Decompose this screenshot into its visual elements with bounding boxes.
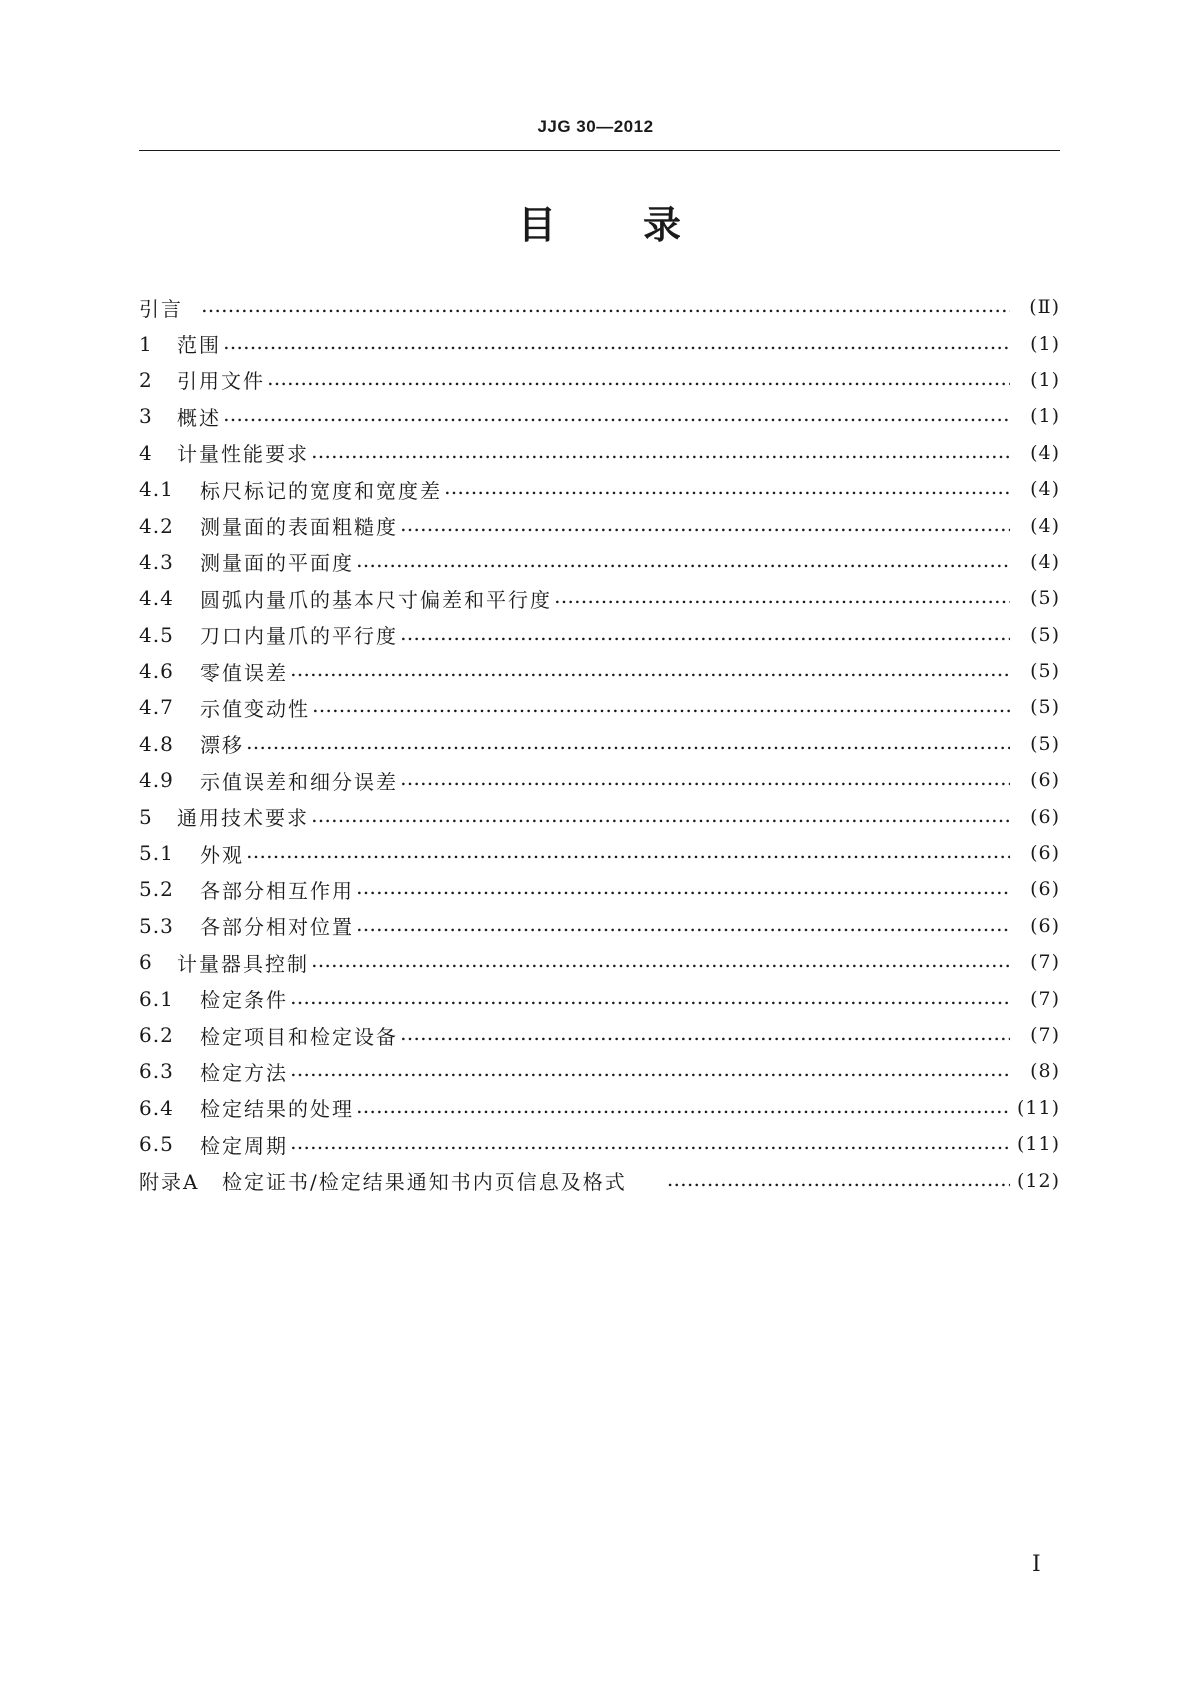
toc-entry-title: 检定周期 (200, 1133, 288, 1158)
toc-entry-title: 检定证书/检定结果通知书内页信息及格式 (222, 1170, 627, 1195)
toc-entry-title: 检定结果的处理 (200, 1097, 354, 1122)
toc-entry[interactable] (139, 908, 1060, 944)
toc-leader-dots (356, 879, 1010, 899)
toc-leader-dots (311, 952, 1010, 972)
toc-entry[interactable] (139, 762, 1060, 798)
toc-entry[interactable] (139, 1162, 1060, 1198)
toc-leader-dots (356, 916, 1010, 936)
toc-entry-number: 5.2 (139, 877, 174, 902)
toc-leader-dots (400, 516, 1010, 536)
toc-entry-page: (5) (1030, 660, 1060, 683)
toc-entry[interactable] (139, 471, 1060, 507)
toc-leader-dots (267, 370, 1010, 390)
toc-entry-number: 4.5 (139, 622, 174, 647)
toc-entry-page: (6) (1030, 769, 1060, 792)
toc-entry-number: 4.9 (139, 768, 174, 793)
toc-entry[interactable] (139, 1017, 1060, 1053)
toc-entry[interactable] (139, 435, 1060, 471)
toc-entry-number: 5 (139, 804, 154, 829)
toc-entry[interactable] (139, 1053, 1060, 1089)
toc-leader-dots (311, 443, 1010, 463)
toc-entry[interactable] (139, 1126, 1060, 1162)
table-of-contents (139, 289, 1060, 1199)
toc-entry[interactable] (139, 398, 1060, 434)
toc-leader-dots (290, 1134, 1010, 1154)
toc-entry-page: (6) (1030, 842, 1060, 865)
toc-leader-dots (201, 297, 1010, 317)
toc-entry-title: 测量面的平面度 (200, 551, 354, 576)
toc-entry-page: (12) (1016, 1169, 1060, 1192)
header-rule (139, 150, 1060, 151)
toc-entry-number: 4.6 (139, 659, 174, 684)
toc-entry-page: (Ⅱ) (1029, 296, 1060, 319)
toc-entry-title: 引用文件 (177, 369, 265, 394)
toc-entry-number: 4 (139, 440, 154, 465)
toc-entry-number: 6 (139, 950, 154, 975)
toc-entry[interactable] (139, 362, 1060, 398)
toc-entry-number: 3 (139, 404, 154, 429)
toc-entry-title: 零值误差 (200, 660, 288, 685)
toc-entry-page: (5) (1030, 623, 1060, 646)
toc-leader-dots (356, 1098, 1010, 1118)
toc-entry-title: 概述 (177, 405, 221, 430)
toc-entry-page: (6) (1030, 914, 1060, 937)
toc-leader-dots (246, 843, 1010, 863)
toc-entry-title: 检定项目和检定设备 (200, 1024, 398, 1049)
toc-leader-dots (290, 661, 1010, 681)
toc-entry[interactable] (139, 871, 1060, 907)
toc-entry-title: 各部分相对位置 (200, 915, 354, 940)
toc-entry-title: 圆弧内量爪的基本尺寸偏差和平行度 (200, 587, 552, 612)
toc-entry[interactable] (139, 653, 1060, 689)
toc-leader-dots (246, 734, 1010, 754)
toc-entry-page: (8) (1030, 1060, 1060, 1083)
toc-leader-dots (290, 1061, 1010, 1081)
toc-leader-dots (312, 697, 1010, 717)
toc-entry-title: 检定条件 (200, 988, 288, 1013)
toc-entry[interactable] (139, 835, 1060, 871)
toc-entry-page: (11) (1016, 1133, 1060, 1156)
toc-entry[interactable] (139, 798, 1060, 834)
toc-entry-title: 漂移 (200, 733, 244, 758)
toc-leader-dots (223, 334, 1010, 354)
toc-entry-page: (7) (1030, 951, 1060, 974)
toc-entry-title: 计量器具控制 (177, 951, 309, 976)
toc-leader-dots (400, 770, 1010, 790)
toc-entry-number: 4.3 (139, 549, 174, 574)
title-char-2: 录 (643, 203, 682, 247)
toc-entry-number: 6.2 (139, 1023, 174, 1047)
toc-entry-number: 4.1 (139, 477, 174, 502)
toc-entry-page: (1) (1030, 368, 1060, 391)
toc-entry-number: 6.1 (139, 986, 174, 1011)
toc-entry-page: (4) (1030, 514, 1060, 537)
toc-entry-page: (6) (1030, 878, 1060, 901)
toc-entry-number: 5.3 (139, 913, 174, 938)
toc-entry-title: 示值变动性 (200, 696, 310, 721)
toc-entry-title: 引言 (139, 296, 183, 321)
toc-entry[interactable] (139, 289, 1060, 325)
toc-entry[interactable] (139, 544, 1060, 580)
toc-entry[interactable] (139, 944, 1060, 980)
toc-leader-dots (554, 588, 1010, 608)
toc-entry-page: (5) (1030, 732, 1060, 755)
toc-entry-page: (5) (1030, 696, 1060, 719)
toc-entry-number: 4.2 (139, 513, 174, 538)
toc-entry-number: 6.3 (139, 1059, 174, 1084)
toc-entry[interactable] (139, 980, 1060, 1016)
toc-entry-title: 外观 (200, 842, 244, 867)
toc-entry[interactable] (139, 580, 1060, 616)
toc-leader-dots (667, 1171, 1010, 1191)
toc-entry-page: (4) (1030, 478, 1060, 501)
title-char-1: 目 (518, 203, 557, 247)
toc-entry[interactable] (139, 726, 1060, 762)
toc-entry-page: (4) (1030, 441, 1060, 464)
toc-entry-number: 1 (139, 331, 154, 356)
toc-entry[interactable] (139, 689, 1060, 725)
toc-entry-number: 6.5 (139, 1132, 174, 1157)
toc-entry-page: (6) (1030, 805, 1060, 828)
toc-entry[interactable] (139, 507, 1060, 543)
toc-entry-number: 4.4 (139, 586, 174, 611)
toc-entry-page: (1) (1030, 405, 1060, 428)
toc-entry-title: 检定方法 (200, 1060, 288, 1085)
toc-leader-dots (400, 1025, 1010, 1045)
toc-entry-number: 附录A (139, 1170, 200, 1195)
toc-entry-title: 示值误差和细分误差 (200, 769, 398, 794)
toc-entry-number: 5.1 (139, 841, 174, 866)
toc-entry-number: 2 (139, 367, 154, 392)
document-code-header: JJG 30—2012 (537, 117, 654, 136)
toc-entry-number: 4.8 (139, 731, 174, 756)
toc-leader-dots (444, 479, 1010, 499)
toc-leader-dots (356, 552, 1010, 572)
toc-entry-page: (7) (1030, 1024, 1060, 1046)
toc-entry-page: (7) (1030, 987, 1060, 1010)
toc-entry-title: 范围 (177, 333, 221, 358)
toc-entry-page: (1) (1030, 332, 1060, 355)
toc-entry-number: 6.4 (139, 1095, 174, 1120)
toc-entry[interactable] (139, 325, 1060, 361)
toc-entry-title: 计量性能要求 (177, 442, 309, 467)
toc-entry-page: (4) (1030, 550, 1060, 573)
toc-entry[interactable] (139, 1090, 1060, 1126)
toc-entry-page: (11) (1016, 1096, 1060, 1119)
toc-entry-page: (5) (1030, 587, 1060, 610)
toc-entry-number: 4.7 (139, 695, 174, 720)
page-number: I (1032, 1552, 1041, 1577)
toc-entry[interactable] (139, 617, 1060, 653)
toc-leader-dots (311, 807, 1010, 827)
toc-entry-title: 刀口内量爪的平行度 (200, 624, 398, 649)
toc-entry-title: 通用技术要求 (177, 806, 309, 831)
toc-leader-dots (290, 989, 1010, 1009)
toc-entry-title: 测量面的表面粗糙度 (200, 515, 398, 540)
toc-entry-title: 各部分相互作用 (200, 878, 354, 903)
toc-entry-title: 标尺标记的宽度和宽度差 (200, 478, 442, 503)
toc-leader-dots (400, 625, 1010, 645)
toc-leader-dots (223, 406, 1010, 426)
